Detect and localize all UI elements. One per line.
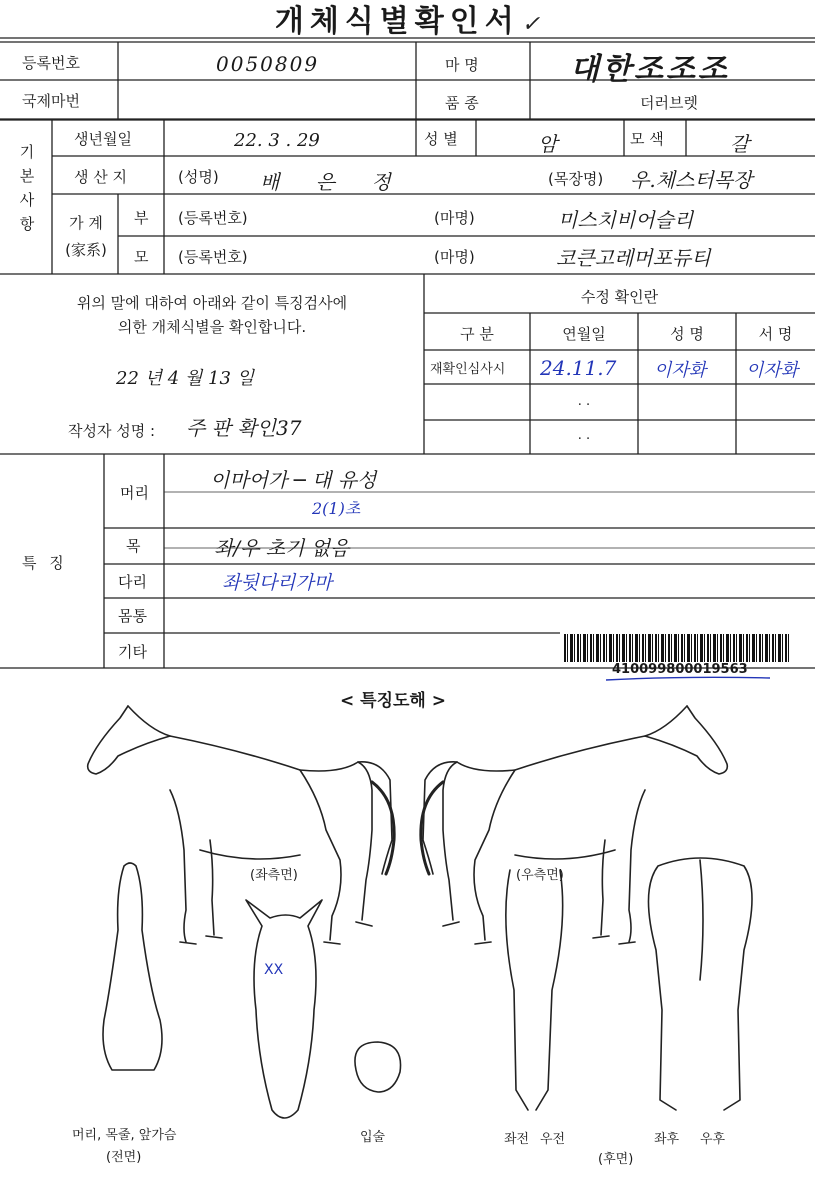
dam-label: 모	[134, 248, 149, 266]
caption-rear-sub: (후면)	[598, 1152, 634, 1167]
revision-empty-dots-2: . .	[577, 428, 591, 443]
breed-value: 더러브렛	[640, 94, 698, 112]
caption-left-side: (좌측면)	[250, 868, 298, 883]
horse-name: 대한조조조	[570, 52, 730, 87]
caption-right-side: (우측면)	[516, 868, 564, 883]
revision-col-name: 성 명	[670, 325, 704, 343]
pedigree-label	[58, 212, 114, 260]
head-front-outline	[246, 900, 322, 1118]
revision-row-sign: 이자화	[746, 360, 799, 381]
sire-name: 미스치비어슬리	[558, 208, 694, 232]
basic-section-label	[14, 140, 40, 236]
revision-row-date: 24.11.7	[540, 356, 617, 380]
title-text: 개체식별확인서	[274, 4, 520, 39]
diagram-title: < 특징도해 >	[340, 691, 447, 711]
feature-neck-label: 목	[126, 537, 141, 555]
section-char-4: 항	[19, 215, 35, 233]
intl-no-label: 국제마번	[22, 92, 80, 110]
caption-right-front: 우전	[540, 1132, 566, 1147]
section-char-2: 본	[19, 167, 35, 185]
caption-front: 머리, 목줄, 앞가슴	[72, 1128, 177, 1143]
name-label: 마 명	[445, 56, 479, 74]
revision-header: 수정 확인란	[580, 288, 659, 306]
feature-leg-text: 좌뒷다리가마	[222, 572, 333, 594]
barcode	[564, 634, 790, 662]
title-check-mark: ✓	[521, 12, 541, 37]
farm-name: 우.체스터목장	[630, 168, 753, 192]
tail-outline	[700, 860, 703, 980]
section-char-1: 기	[19, 143, 35, 161]
color-value: 갈	[730, 132, 750, 156]
feature-head-text: 이마어가 ─ 대 유성	[210, 468, 377, 492]
reg-no-label: 등록번호	[22, 54, 80, 72]
birth-value: 22. 3 . 29	[234, 130, 320, 151]
caption-right-hind: 우후	[700, 1132, 726, 1147]
dam-reg-label: (등록번호)	[178, 248, 248, 266]
right-side-horse	[421, 706, 727, 944]
feature-other-label: 기타	[118, 643, 147, 661]
feature-leg-label: 다리	[118, 573, 147, 591]
color-label: 모 색	[630, 130, 664, 148]
revision-empty-dots-1: . .	[577, 394, 591, 409]
caption-left-front: 좌전	[504, 1132, 530, 1147]
caption-muzzle: 입술	[360, 1130, 386, 1145]
sex-value: 암	[538, 132, 558, 156]
confirm-date: 22 년 4 월 13 일	[116, 368, 255, 389]
sire-name-label: (마명)	[434, 209, 475, 227]
author-signature: 주 판 확인37	[186, 416, 302, 440]
owner-name: 배 은 정	[260, 170, 391, 194]
features-section-label: 특 징	[22, 554, 64, 572]
feature-body-label: 몸통	[118, 607, 147, 625]
barcode-underline	[604, 674, 774, 684]
dam-name-label: (마명)	[434, 248, 475, 266]
caption-left-hind: 좌후	[654, 1132, 680, 1147]
author-label: 작성자 성명 :	[68, 422, 156, 440]
left-side-horse	[88, 706, 394, 944]
sire-reg-label: (등록번호)	[178, 209, 248, 227]
origin-label: 생 산 지	[74, 168, 128, 186]
pedigree-sub: (家系)	[65, 241, 107, 259]
sex-label: 성 별	[424, 130, 458, 148]
feature-head-label: 머리	[120, 484, 149, 502]
sire-label: 부	[134, 209, 149, 227]
statement-line-1: 위의 말에 대하여 아래와 같이 특징검사에	[76, 294, 348, 312]
birth-label: 생년월일	[74, 130, 132, 148]
revision-col-type: 구 분	[460, 325, 494, 343]
horse-diagram	[0, 690, 815, 1178]
section-char-3: 사	[19, 191, 35, 209]
owner-name-label: (성명)	[178, 168, 219, 186]
svg-text:XX: XX	[264, 962, 284, 978]
pedigree-text: 가 계	[69, 214, 103, 232]
front-legs-outline	[506, 870, 563, 1110]
statement-line-2: 의한 개체식별을 확인합니다.	[117, 318, 307, 336]
rear-view-outline	[648, 858, 752, 1110]
revision-col-sign: 서 명	[758, 325, 793, 343]
revision-row-label: 재확인심사시	[430, 362, 506, 377]
revision-row-name: 이자화	[654, 360, 707, 381]
feature-head-extra: 2(1)초	[312, 499, 361, 518]
revision-col-date: 연월일	[562, 325, 606, 343]
muzzle-outline	[355, 1042, 401, 1092]
breed-label: 품 종	[445, 94, 479, 112]
reg-no-value: 0050809	[216, 52, 320, 76]
caption-front-sub: (전면)	[106, 1150, 142, 1165]
farm-label: (목장명)	[548, 170, 604, 188]
barcode-number: 410099800019563	[612, 662, 748, 677]
dam-name: 코큰고레머포듀티	[556, 246, 711, 270]
front-view-outline	[103, 863, 162, 1070]
feature-neck-text: 좌/우 초기 없음	[214, 536, 350, 560]
